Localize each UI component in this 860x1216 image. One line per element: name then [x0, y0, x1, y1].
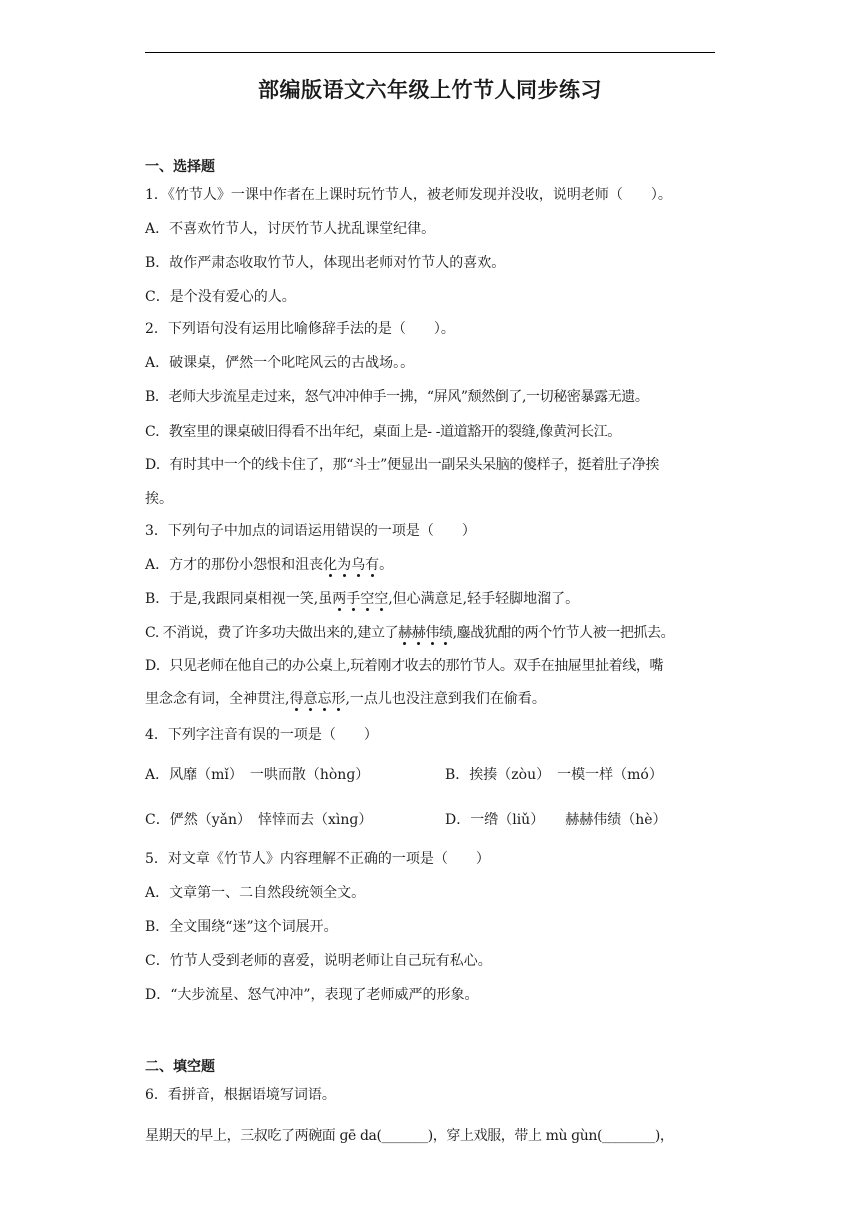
q3-a-text: A．方才的那份小怨恨和沮丧: [145, 557, 324, 573]
q4-option-a: A．风靡（mǐ） 一哄而散（hònɡ）: [145, 767, 370, 783]
q2-stem: 2．下列语句没有运用比喻修辞手法的是（ ）。: [145, 321, 455, 337]
emphasis-char: 得: [289, 691, 304, 707]
section-heading-choice: 一、选择题: [145, 159, 215, 175]
q5-option-b: B．全文围绕“迷”这个词展开。: [145, 919, 338, 935]
q5-option-d: D．“大步流星、怒气冲冲”，表现了老师威严的形象。: [145, 987, 479, 1003]
q2-option-d-line1: D．有时其中一个的线卡住了，那“斗士”便显出一副呆头呆脑的傻样子，挺着肚子净挨: [145, 457, 659, 473]
emphasis-char: 赫: [398, 625, 412, 641]
q3-option-d-line2: [145, 689, 546, 709]
q6-line1: 星期天的早上，三叔吃了两碗面 ɡē da(_______)，穿上戏服，带上 mù ɡùn(________)，: [145, 1128, 674, 1144]
q4-row1: [145, 765, 715, 785]
section-heading-fill: 二、填空题: [145, 1059, 215, 1075]
header-rule: [145, 52, 715, 53]
q2-option-a: A．破课桌，俨然一个叱咤风云的古战场。。: [145, 355, 415, 371]
emphasis-char: 为: [337, 557, 352, 573]
emphasis-char: 意: [303, 691, 318, 707]
q3-d-tail: ,一点儿也没注意到我们在偷看。: [345, 691, 546, 707]
q3-option-a: [145, 555, 393, 575]
q3-b-text: B．于是,我跟同桌相视一笑,虽: [145, 591, 333, 607]
q3-a-dotted-word: [323, 557, 379, 573]
q5-option-a: A．文章第一、二自然段统领全文。: [145, 885, 366, 901]
q3-stem: 3．下列句子中加点的词语运用错误的一项是（ ）: [145, 523, 476, 539]
q1-stem: 1．《竹节人》一课中作者在上课时玩竹节人，被老师发现并没收，说明老师（ ）。: [145, 187, 672, 203]
emphasis-char: 空: [374, 591, 389, 607]
q2-option-c: C．教室里的课桌破旧得看不出年纪，桌面上是- -道道豁开的裂缝,像黄河长江。: [145, 424, 621, 440]
emphasis-char: 忘: [317, 691, 332, 707]
emphasis-char: 有: [365, 557, 380, 573]
emphasis-char: 空: [360, 591, 375, 607]
q4-option-b: B．挨揍（zòu） 一模一样（mó）: [445, 767, 663, 783]
emphasis-char: 手: [346, 591, 361, 607]
emphasis-char: 伟: [425, 625, 439, 641]
emphasis-char: 两: [332, 591, 347, 607]
q1-option-a: A．不喜欢竹节人，讨厌竹节人扰乱课堂纪律。: [145, 221, 436, 237]
q5-option-c: C．竹节人受到老师的喜爱，说明老师让自己玩有私心。: [145, 953, 492, 969]
emphasis-char: 乌: [351, 557, 366, 573]
q2-option-b: B．老师大步流星走过来，怒气冲冲伸手一拂，“屏风”颓然倒了,一切秘密暴露无遗。: [145, 389, 649, 405]
q4-option-c: C．俨然（yǎn） 悻悻而去（xìnɡ）: [145, 812, 373, 828]
page-title: 部编版语文六年级上竹节人同步练习: [258, 78, 602, 102]
emphasis-char: 绩: [439, 625, 453, 641]
q3-c-dotted-word: [398, 625, 452, 641]
q3-option-c: [145, 623, 674, 643]
q6-stem: 6．看拼音，根据语境写词语。: [145, 1087, 336, 1103]
q3-d-text: 里念念有词，全神贯注,: [145, 691, 290, 707]
q3-b-tail: ,但心满意足,轻手轻脚地溜了。: [388, 591, 580, 607]
q5-stem: 5．对文章《竹节人》内容理解不正确的一项是（ ）: [145, 851, 490, 867]
q3-a-tail: 。: [379, 557, 394, 573]
q3-c-tail: ,鏖战犹酣的两个竹节人被一把抓去。: [452, 625, 675, 641]
q2-option-d-line2: 挨。: [145, 491, 173, 507]
emphasis-char: 形: [331, 691, 346, 707]
q3-b-dotted-word: [332, 591, 388, 607]
q1-option-c: C．是个没有爱心的人。: [145, 289, 296, 305]
q1-option-b: B．故作严肃态收取竹节人，体现出老师对竹节人的喜欢。: [145, 255, 506, 271]
q4-row2: [145, 810, 715, 830]
q3-c-text: C. 不消说，费了许多功夫做出来的,建立了: [145, 625, 399, 641]
q3-option-d-line1: D．只见老师在他自己的办公桌上,玩着刚才收去的那竹节人。双手在抽屉里扯着线，嘴: [145, 658, 664, 674]
emphasis-char: 赫: [411, 625, 426, 641]
q3-option-b: [145, 589, 579, 609]
q4-option-d: D．一绺（liǔ） 赫赫伟绩（hè）: [445, 812, 667, 828]
q4-stem: 4．下列字注音有误的一项是（ ）: [145, 727, 378, 743]
emphasis-char: 化: [323, 557, 338, 573]
q3-d-dotted-word: [289, 691, 345, 707]
